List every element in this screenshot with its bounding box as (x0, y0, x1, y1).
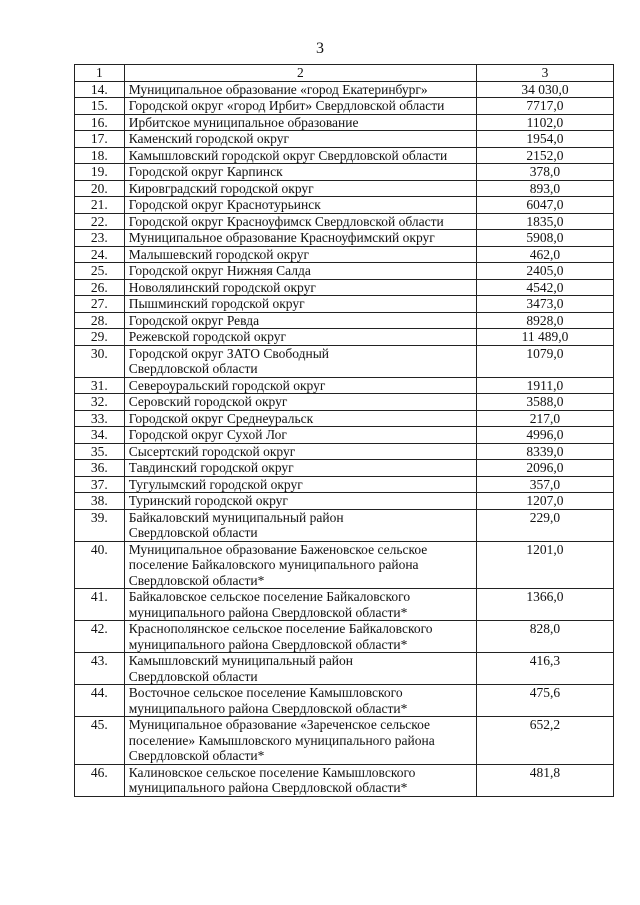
row-number: 20. (75, 180, 125, 197)
row-number: 27. (75, 296, 125, 313)
amount-value: 8339,0 (476, 443, 613, 460)
amount-value: 416,3 (476, 653, 613, 685)
table-row (75, 621, 614, 653)
column-header-number: 1 (75, 65, 125, 82)
row-number: 36. (75, 460, 125, 477)
table-row (75, 279, 614, 296)
amount-value: 4542,0 (476, 279, 613, 296)
municipality-name: Краснополянское сельское поселение Байкаловского муниципального района Свердловской области* (124, 621, 476, 653)
row-number: 32. (75, 394, 125, 411)
table-row (75, 180, 614, 197)
amount-value: 481,8 (476, 764, 613, 796)
amount-value: 217,0 (476, 410, 613, 427)
table-header-row (75, 65, 614, 82)
table-row (75, 653, 614, 685)
municipality-name: Байкаловский муниципальный район Свердловской области (124, 509, 476, 541)
municipality-name: Малышевский городской округ (124, 246, 476, 263)
table-body (75, 81, 614, 796)
row-number: 31. (75, 377, 125, 394)
amount-value: 5908,0 (476, 230, 613, 247)
amount-value: 652,2 (476, 717, 613, 765)
row-number: 46. (75, 764, 125, 796)
amount-value: 4996,0 (476, 427, 613, 444)
row-number: 37. (75, 476, 125, 493)
row-number: 38. (75, 493, 125, 510)
table-row (75, 410, 614, 427)
row-number: 34. (75, 427, 125, 444)
row-number: 18. (75, 147, 125, 164)
table-row (75, 131, 614, 148)
amount-value: 3473,0 (476, 296, 613, 313)
amount-value: 8928,0 (476, 312, 613, 329)
municipality-name: Восточное сельское поселение Камышловского муниципального района Свердловской области* (124, 685, 476, 717)
row-number: 30. (75, 345, 125, 377)
row-number: 15. (75, 98, 125, 115)
table-row (75, 460, 614, 477)
table-row (75, 114, 614, 131)
row-number: 29. (75, 329, 125, 346)
amount-value: 2152,0 (476, 147, 613, 164)
municipality-name: Серовский городской округ (124, 394, 476, 411)
table-row (75, 345, 614, 377)
amount-value: 6047,0 (476, 197, 613, 214)
amount-value: 462,0 (476, 246, 613, 263)
amount-value: 1207,0 (476, 493, 613, 510)
table-row (75, 476, 614, 493)
row-number: 19. (75, 164, 125, 181)
municipality-name: Пышминский городской округ (124, 296, 476, 313)
row-number: 45. (75, 717, 125, 765)
table-row (75, 764, 614, 796)
amount-value: 7717,0 (476, 98, 613, 115)
amount-value: 1954,0 (476, 131, 613, 148)
column-header-amount: 3 (476, 65, 613, 82)
amount-value: 229,0 (476, 509, 613, 541)
amount-value: 3588,0 (476, 394, 613, 411)
municipality-name: Каменский городской округ (124, 131, 476, 148)
amount-value: 34 030,0 (476, 81, 613, 98)
municipality-name: Туринский городской округ (124, 493, 476, 510)
row-number: 35. (75, 443, 125, 460)
amount-value: 1835,0 (476, 213, 613, 230)
table-row (75, 263, 614, 280)
amount-value: 2405,0 (476, 263, 613, 280)
table-row (75, 685, 614, 717)
row-number: 39. (75, 509, 125, 541)
table-row (75, 164, 614, 181)
allocation-table (74, 64, 614, 797)
municipality-name: Камышловский городской округ Свердловской области (124, 147, 476, 164)
row-number: 44. (75, 685, 125, 717)
row-number: 25. (75, 263, 125, 280)
table-row (75, 329, 614, 346)
municipality-name: Муниципальное образование Баженовское сельское поселение Байкаловского муниципального района Свердловской области* (124, 541, 476, 589)
municipality-name: Муниципальное образование Красноуфимский округ (124, 230, 476, 247)
municipality-name: Новолялинский городской округ (124, 279, 476, 296)
page-number: 3 (316, 40, 324, 57)
table-row (75, 147, 614, 164)
amount-value: 1102,0 (476, 114, 613, 131)
municipality-name: Кировградский городской округ (124, 180, 476, 197)
row-number: 33. (75, 410, 125, 427)
row-number: 40. (75, 541, 125, 589)
table-row (75, 312, 614, 329)
table-row (75, 98, 614, 115)
municipality-name: Камышловский муниципальный район Свердловской области (124, 653, 476, 685)
row-number: 23. (75, 230, 125, 247)
municipality-name: Калиновское сельское поселение Камышловского муниципального района Свердловской области* (124, 764, 476, 796)
table-row (75, 541, 614, 589)
row-number: 28. (75, 312, 125, 329)
amount-value: 1911,0 (476, 377, 613, 394)
amount-value: 828,0 (476, 621, 613, 653)
table-row (75, 589, 614, 621)
amount-value: 893,0 (476, 180, 613, 197)
amount-value: 475,6 (476, 685, 613, 717)
municipality-name: Байкаловское сельское поселение Байкаловского муниципального района Свердловской области* (124, 589, 476, 621)
table-row (75, 230, 614, 247)
municipality-name: Городской округ Сухой Лог (124, 427, 476, 444)
municipality-name: Североуральский городской округ (124, 377, 476, 394)
municipality-name: Городской округ «город Ирбит» Свердловской области (124, 98, 476, 115)
table-row (75, 296, 614, 313)
municipality-name: Городской округ ЗАТО Свободный Свердловской области (124, 345, 476, 377)
row-number: 14. (75, 81, 125, 98)
municipality-name: Городской округ Красноуфимск Свердловской области (124, 213, 476, 230)
table-row (75, 493, 614, 510)
table-row (75, 377, 614, 394)
municipality-name: Муниципальное образование «город Екатеринбург» (124, 81, 476, 98)
municipality-name: Тугулымский городской округ (124, 476, 476, 493)
table-row (75, 427, 614, 444)
amount-value: 2096,0 (476, 460, 613, 477)
row-number: 41. (75, 589, 125, 621)
row-number: 17. (75, 131, 125, 148)
table-row (75, 213, 614, 230)
municipality-name: Городской округ Краснотурьинск (124, 197, 476, 214)
table-row (75, 197, 614, 214)
table-row (75, 443, 614, 460)
municipality-name: Тавдинский городской округ (124, 460, 476, 477)
municipality-name: Муниципальное образование «Зареченское сельское поселение» Камышловского муниципального района Свердловской области* (124, 717, 476, 765)
table-row (75, 394, 614, 411)
municipality-name: Режевской городской округ (124, 329, 476, 346)
municipality-name: Ирбитское муниципальное образование (124, 114, 476, 131)
column-header-municipality: 2 (124, 65, 476, 82)
amount-value: 378,0 (476, 164, 613, 181)
table-row (75, 81, 614, 98)
municipality-name: Городской округ Карпинск (124, 164, 476, 181)
amount-value: 11 489,0 (476, 329, 613, 346)
municipality-name: Городской округ Нижняя Салда (124, 263, 476, 280)
row-number: 24. (75, 246, 125, 263)
table-row (75, 509, 614, 541)
table-row (75, 246, 614, 263)
row-number: 43. (75, 653, 125, 685)
row-number: 42. (75, 621, 125, 653)
row-number: 21. (75, 197, 125, 214)
municipality-name: Сысертский городской округ (124, 443, 476, 460)
row-number: 26. (75, 279, 125, 296)
amount-value: 357,0 (476, 476, 613, 493)
municipality-name: Городской округ Ревда (124, 312, 476, 329)
table-row (75, 717, 614, 765)
row-number: 22. (75, 213, 125, 230)
amount-value: 1201,0 (476, 541, 613, 589)
amount-value: 1366,0 (476, 589, 613, 621)
municipality-name: Городской округ Среднеуральск (124, 410, 476, 427)
amount-value: 1079,0 (476, 345, 613, 377)
row-number: 16. (75, 114, 125, 131)
